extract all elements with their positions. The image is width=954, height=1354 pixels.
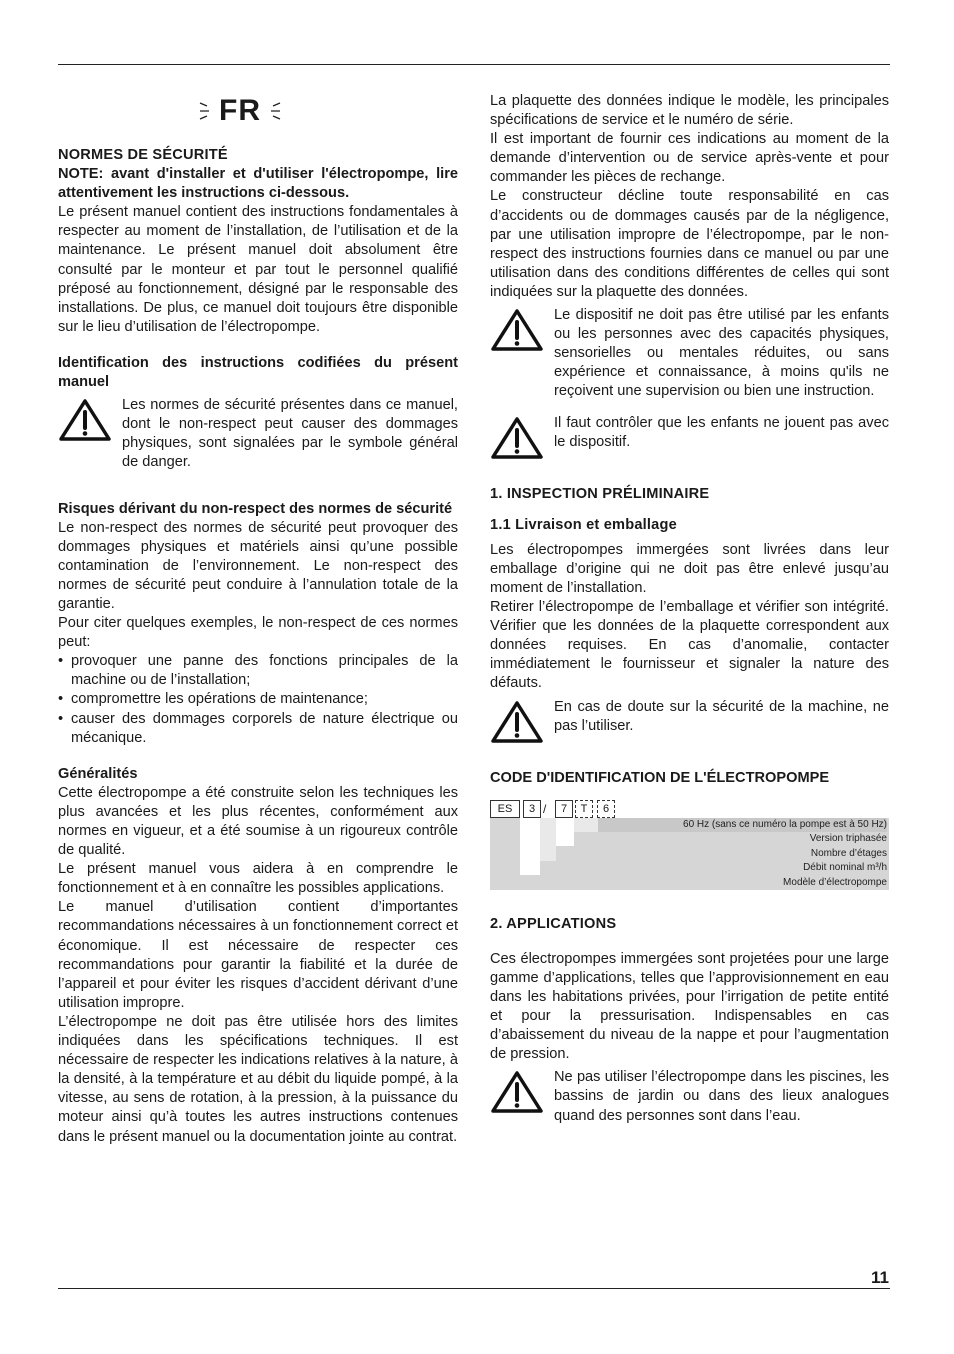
list-item: • compromettre les opérations de maintenance; [58,690,458,709]
code-slash: / [543,801,547,816]
warning-text-piscines: Ne pas utiliser l’électropompe dans les piscines, les bassins de jardin ou dans des lieux analogues quand des personnes sont dans l’eau. [554,1069,889,1124]
code-box-model: ES [490,800,520,818]
warning-triangle-icon [490,308,544,352]
paragraph-exemples: Pour citer quelques exemples, le non-respect de ces normes peut: [58,615,458,651]
left-accent-icon [199,100,211,122]
paragraph-applications: Ces électropompes immergées sont projetées pour une large gamme d’applications, telles que l’approvisionnement en eau dans les habitations privées, pour l’irrigation de petite entité et pour la pressurisation. Indispensables en cas d’abaissement du niveau de la nappe et pour l’augmentation de pression. [490,950,889,1063]
code-box-60hz: 6 [597,800,615,818]
paragraph-plaquette-2: Il est important de fournir ces indications au moment de la demande d’intervention ou de service après-vente et pour commander les pièces de rechange. [490,131,889,186]
right-column [490,92,889,1126]
heading-inspection: 1. INSPECTION PRÉLIMINAIRE [490,485,710,502]
heading-normes: NORMES DE SÉCURITÉ [58,147,228,163]
paragraph-risques: Le non-respect des normes de sécurité peut provoquer des dommages physiques et matériels ainsi qu’une possible contamination de l’environnement. Le non-respect des normes de sécurité peut conduire à l’annulation totale de la garantie. [58,519,458,612]
warning-triangle-icon [490,416,544,460]
warning-block-piscines [490,1068,889,1125]
paragraph-plaquette-1: La plaquette des données indique le modèle, les principales spécifications de service et le numéro de série. [490,93,889,129]
list-item: • provoquer une panne des fonctions principales de la machine ou de l’installation; [58,652,458,690]
warning-block-symbole [58,396,458,472]
list-item: • causer des dommages corporels de nature électrique ou mécanique. [58,710,458,748]
heading-identification: Identification des instructions codifiées du présent manuel [58,354,458,391]
page-number: 11 [871,1268,889,1287]
note-text: NOTE: avant d'installer et d'utiliser l'électropompe, lire attentivement les instructions ci-dessous. [58,166,458,202]
paragraph-livraison-2: Retirer l’électropompe de l’emballage et vérifier son intégrité. Vérifier que les données de la plaquette correspondent aux données requises. En cas d’anomalie, contacter immédiatement le fournisseur et signaler la nature des défauts. [490,599,889,692]
language-header [58,92,458,130]
paragraph-general-2: Le présent manuel vous aidera à en comprendre le fonctionnement et à en connaître les possibles applications. [58,861,458,897]
paragraph-livraison-1: Les électropompes immergées sont livrées dans leur emballage d’origine qui ne doit pas être enlevé jusqu’au moment de l’installation. [490,541,889,596]
warning-block-enfants [490,306,889,401]
code-label-triphasee: Version triphasée [809,832,887,844]
paragraph-general-4: L’électropompe ne doit pas être utilisée hors des limites indiquées dans les spécifications techniques. Il est nécessaire de respecter les indications relatives à la nature, à la densité, à la température et au débit du liquide pompé, à la vitesse, au sens de rotation, à la pression, à la puissance du moteur ainsi qu’à toutes les autres instructions contenues dans le présent manuel ou la documentation jointe au contrat. [58,1013,458,1145]
risk-bullet-list [58,652,458,747]
warning-text-enfants: Le dispositif ne doit pas être utilisé par les enfants ou les personnes avec des capacités physiques, sensorielles ou mentales réduites, ou sans expérience et connaissance, à moins qu'ils ne reçoivent une supervision ou bien une instruction. [554,307,889,400]
code-label-etages: Nombre d’étages [810,847,887,859]
heading-risques: Risques dérivant du non-respect des normes de sécurité [58,500,453,517]
right-accent-icon [269,100,281,122]
code-box-flow: 3 [523,800,541,818]
paragraph-general-1: Cette électropompe a été construite selon les techniques les plus avancées et les plus récentes, conformément aux normes en vigueur, et a été soumise à un rigoureux contrôle de qualité. [58,784,458,859]
heading-code: CODE D'IDENTIFICATION DE L'ÉLECTROPOMPE [490,769,830,786]
language-code: FR [219,94,261,128]
warning-block-jouent [490,414,889,466]
code-label-modele: Modèle d’électropompe [783,876,887,888]
top-rule [58,64,890,65]
heading-livraison: 1.1 Livraison et emballage [490,516,677,533]
paragraph-general-3: Le manuel d’utilisation contient d’importantes recommandations nécessaires à un fonctionnement correct et économique. Il est nécessaire de respecter ces recommandations pour garantir la fiabilité et la durée de l’appareil et pour éviter les risques d’accident dérivant d’une utilisation impropre. [58,899,458,1011]
paragraph-manuel: Le présent manuel contient des instructions fondamentales à respecter au moment de l’installation, de l’utilisation et de la maintenance. Le présent manuel doit absolument être consulté par le monteur et par tout le personnel qualifié préposé au fonctionnement, désigné par le responsable des installations. De plus, ce manuel doit toujours être disponible sur le lieu d’utilisation de l’électropompe. [58,204,458,335]
code-label-debit: Débit nominal m³/h [803,861,887,873]
warning-text-jouent: Il faut contrôler que les enfants ne jouent pas avec le dispositif. [554,414,889,450]
warning-triangle-icon [490,1070,544,1114]
left-column [58,92,458,1147]
warning-triangle-icon [58,398,112,442]
heading-applications: 2. APPLICATIONS [490,915,617,932]
warning-block-doute [490,698,889,750]
heading-generalites: Généralités [58,765,138,782]
code-box-stages: 7 [555,800,573,818]
code-label-60hz: 60 Hz (sans ce numéro la pompe est à 50 Hz) [598,818,887,832]
warning-triangle-icon [490,700,544,744]
warning-text-doute: En cas de doute sur la sécurité de la machine, ne pas l’utiliser. [554,698,889,734]
identification-code-diagram [490,800,889,896]
code-box-threephase: T [575,800,593,818]
warning-text-symbole: Les normes de sécurité présentes dans ce manuel, dont le non-respect peut causer des dommages physiques, sont signalées par le symbole général de danger. [122,397,458,471]
paragraph-plaquette-3: Le constructeur décline toute responsabilité en cas d’accidents ou de dommages causés par de la négligence, par une utilisation impropre de l’électropompe, par le non-respect des instructions fournies dans ce manuel ou par une utilisation dans des conditions différentes de celles qui sont indiquées sur la plaquette des données. [490,188,889,300]
bottom-rule [58,1288,890,1289]
